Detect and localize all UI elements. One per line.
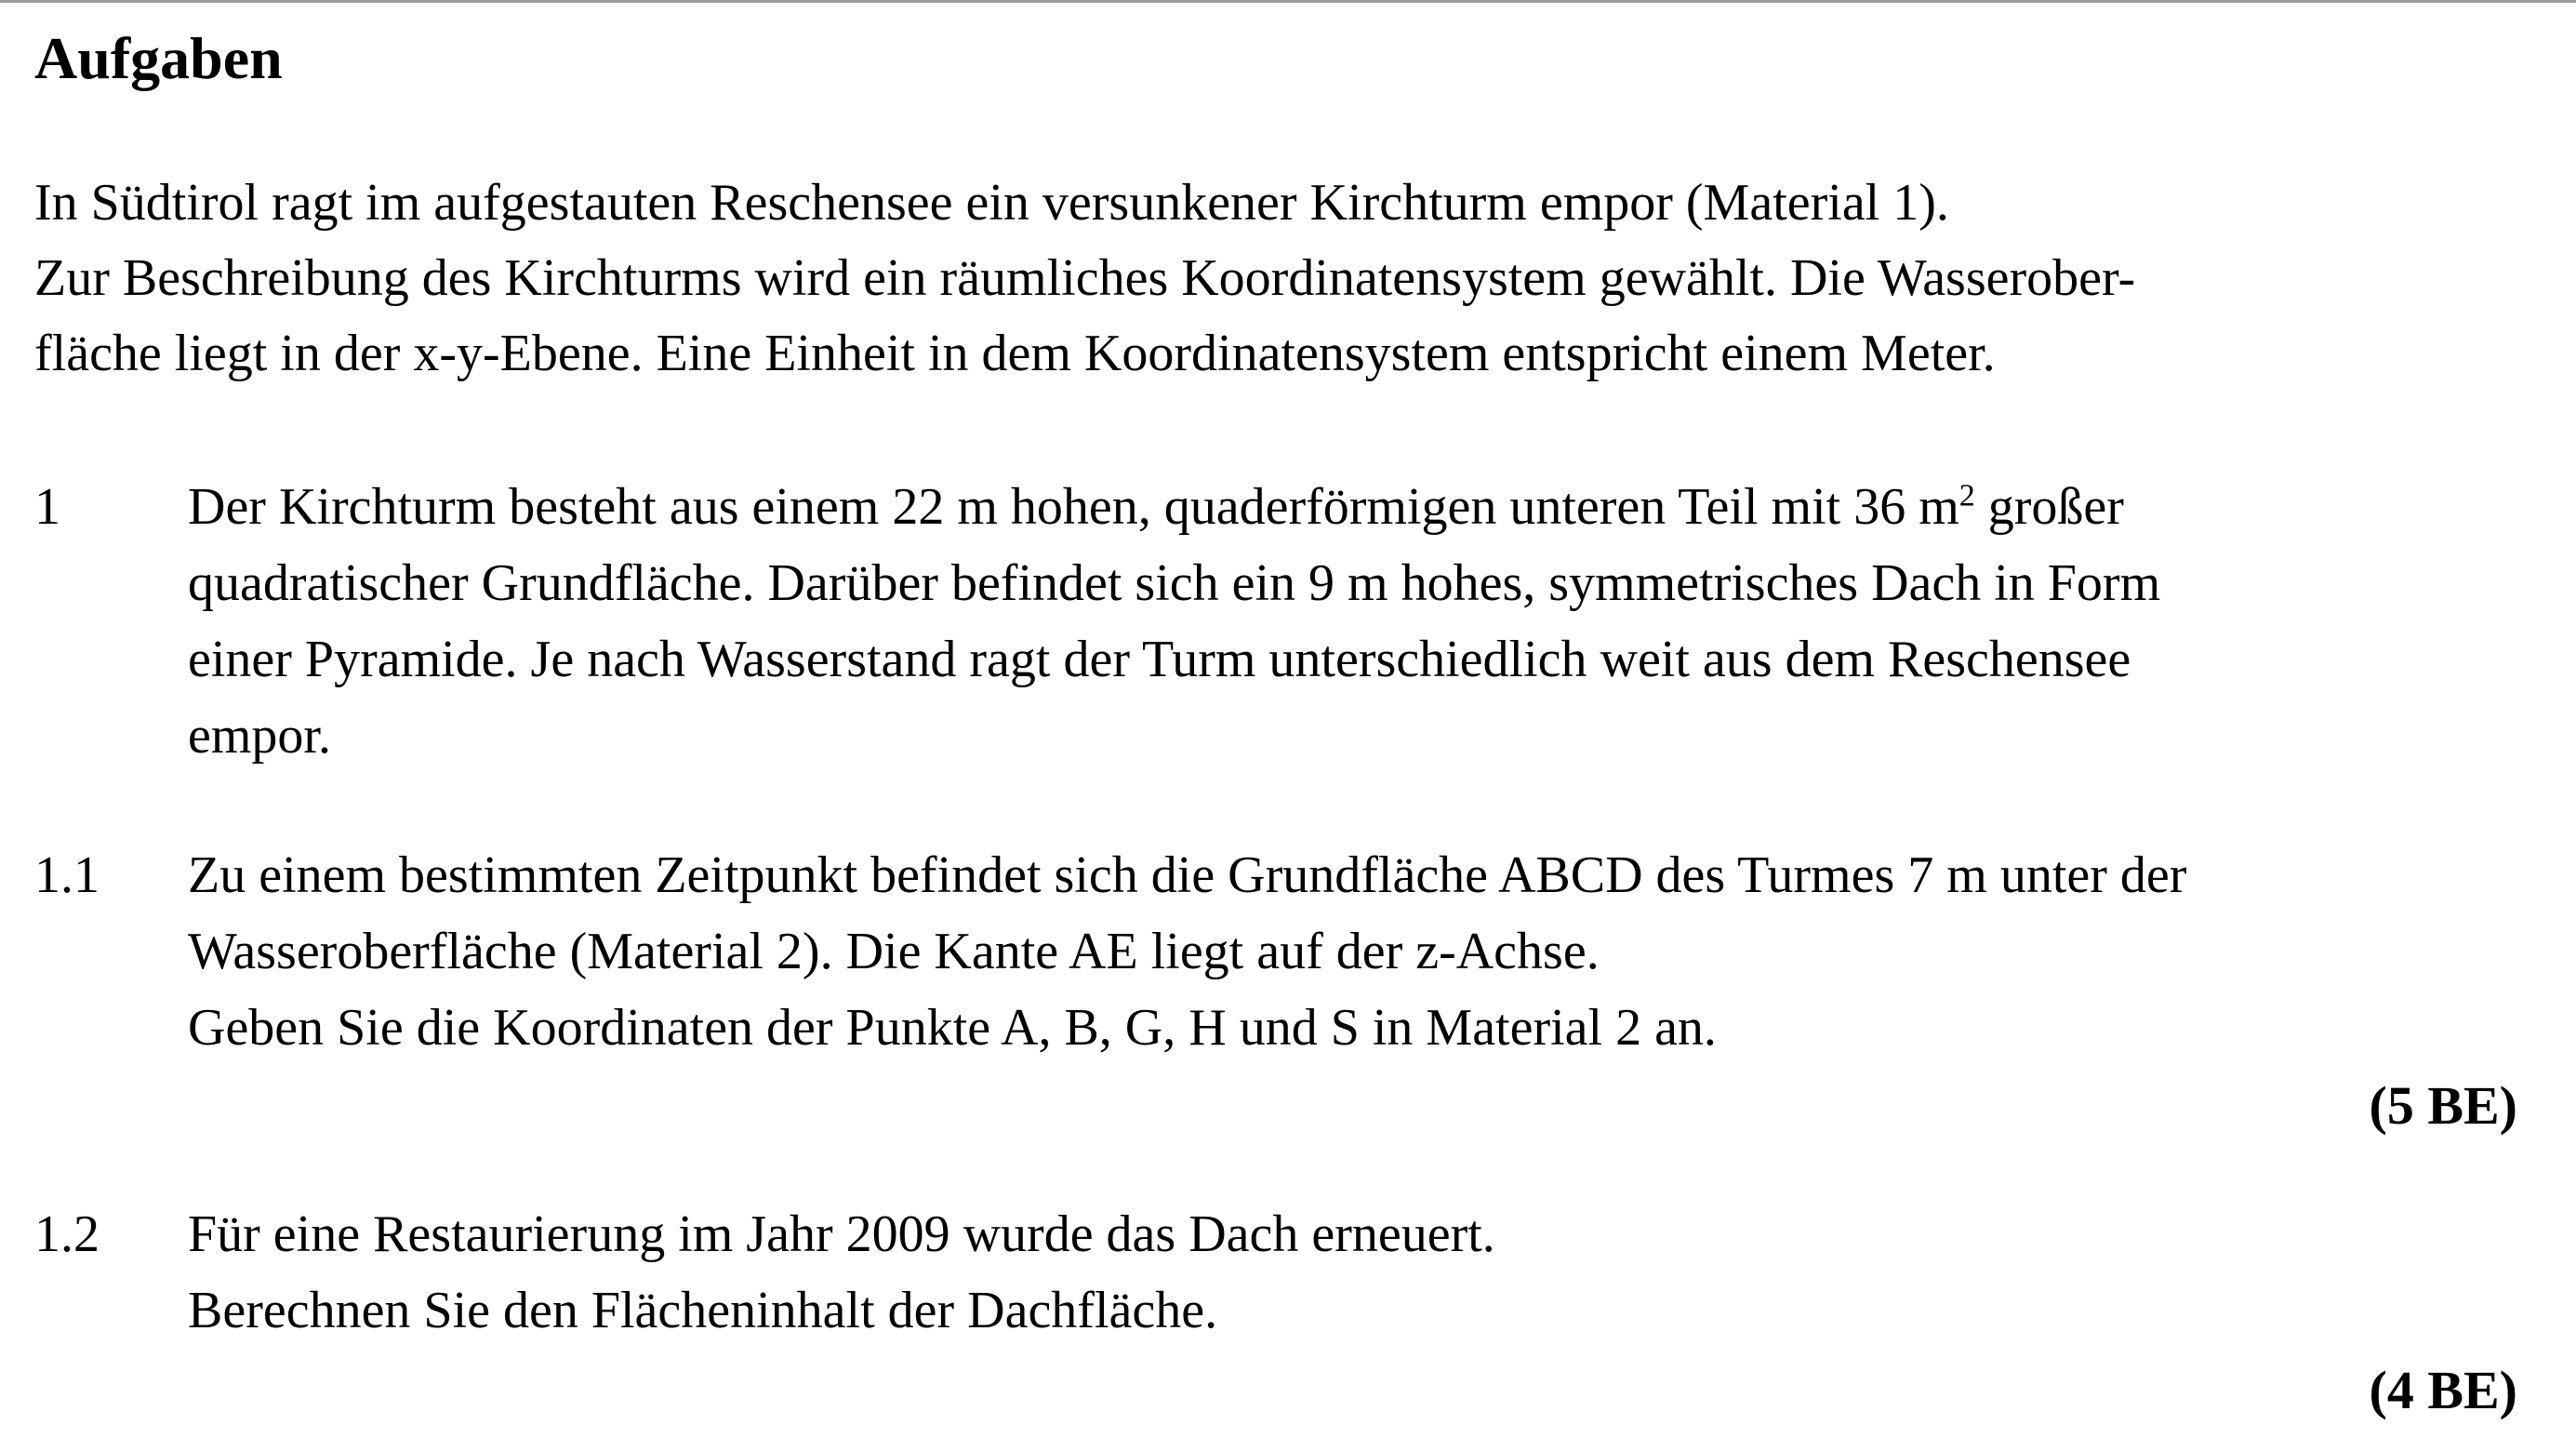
intro-paragraph: [34, 166, 2536, 392]
points-badge: (4 BE): [2369, 1360, 2517, 1420]
intro-line: In Südtirol ragt im aufgestauten Reschensee ein versunkener Kirchturm empor (Material 1).: [34, 174, 1949, 232]
superscript: 2: [1959, 478, 1975, 513]
section-heading: Aufgaben: [34, 25, 283, 91]
task-line: Für eine Restaurierung im Jahr 2009 wurde das Dach erneuert.: [188, 1205, 1495, 1263]
task-line: empor.: [188, 707, 331, 765]
task-number: 1.1: [34, 846, 100, 904]
task-body: [188, 469, 2536, 774]
task-number: 1.2: [34, 1205, 100, 1263]
task-line: Geben Sie die Koordinaten der Punkte A, B, G, H und S in Material 2 an.: [188, 999, 1717, 1057]
task-line: Berechnen Sie den Flächeninhalt der Dachfläche.: [188, 1282, 1218, 1339]
task-line: [188, 469, 2536, 545]
task-body: [188, 1196, 2536, 1349]
task-line: Zu einem bestimmten Zeitpunkt befindet sich die Grundfläche ABCD des Turmes 7 m unter der: [188, 846, 2187, 904]
intro-line: fläche liegt in der x-y-Ebene. Eine Einheit in dem Koordinatensystem entspricht einem Meter.: [34, 325, 1996, 382]
task-line: Wasseroberfläche (Material 2). Die Kante AE liegt auf der z-Achse.: [188, 923, 1600, 980]
task-text: Der Kirchturm besteht aus einem 22 m hohen, quaderförmigen unteren Teil mit 36 m: [188, 478, 1959, 536]
task-line: einer Pyramide. Je nach Wasserstand ragt der Turm unterschiedlich weit aus dem Reschensee: [188, 631, 2131, 688]
task-body: [188, 837, 2536, 1066]
task-number: 1: [34, 478, 60, 536]
intro-line: Zur Beschreibung des Kirchturms wird ein räumliches Koordinatensystem gewählt. Die Wasserober-: [34, 249, 2136, 307]
top-rule: [0, 0, 2576, 3]
task-line: quadratischer Grundfläche. Darüber befindet sich ein 9 m hohes, symmetrisches Dach in Form: [188, 554, 2161, 612]
points-badge: (5 BE): [2369, 1075, 2517, 1136]
task-text: großer: [1974, 478, 2124, 536]
